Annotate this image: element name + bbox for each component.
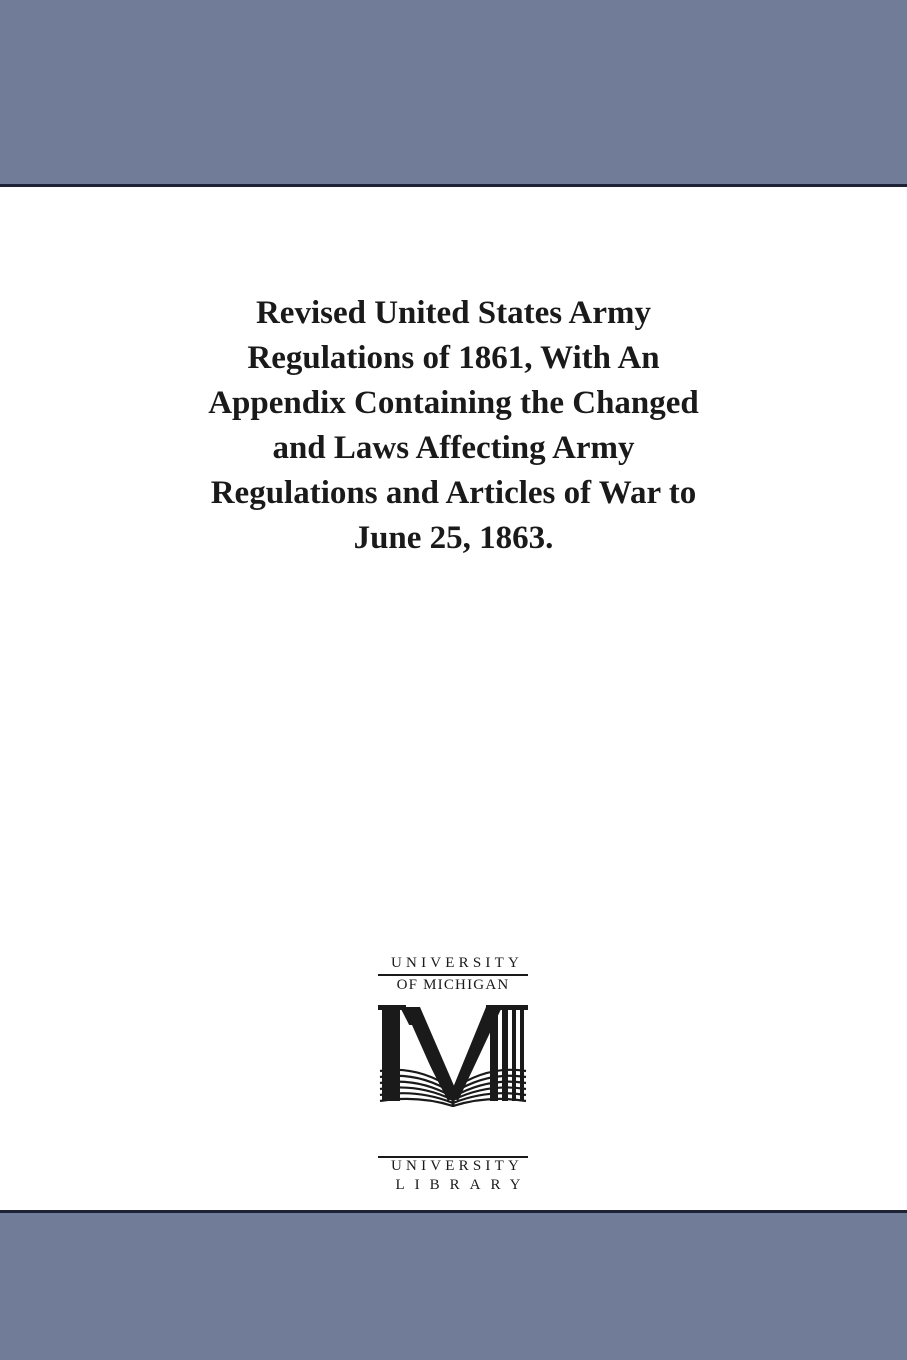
university-of-michigan-library-logo: [376, 955, 530, 1195]
title-line: Appendix Containing the Changed: [208, 385, 699, 421]
logo-of-michigan-text: OF MICHIGAN: [396, 977, 510, 993]
open-book-icon: [378, 1059, 528, 1107]
title-line: Revised United States Army: [255, 295, 652, 331]
top-band-rule: [0, 184, 907, 187]
logo-university-text: UNIVERSITY: [391, 955, 523, 971]
title-line: June 25, 1863.: [353, 520, 554, 556]
logo-library-text: LIBRARY: [395, 1177, 531, 1193]
logo-divider: [378, 974, 528, 976]
bottom-color-band: [0, 1213, 907, 1360]
logo-university-text: UNIVERSITY: [391, 1158, 523, 1174]
top-color-band: [0, 0, 907, 184]
title-line: and Laws Affecting Army: [272, 430, 635, 466]
title-line: Regulations of 1861, With An: [247, 340, 660, 376]
title-line: Regulations and Articles of War to: [210, 475, 697, 511]
book-title: [120, 291, 787, 561]
